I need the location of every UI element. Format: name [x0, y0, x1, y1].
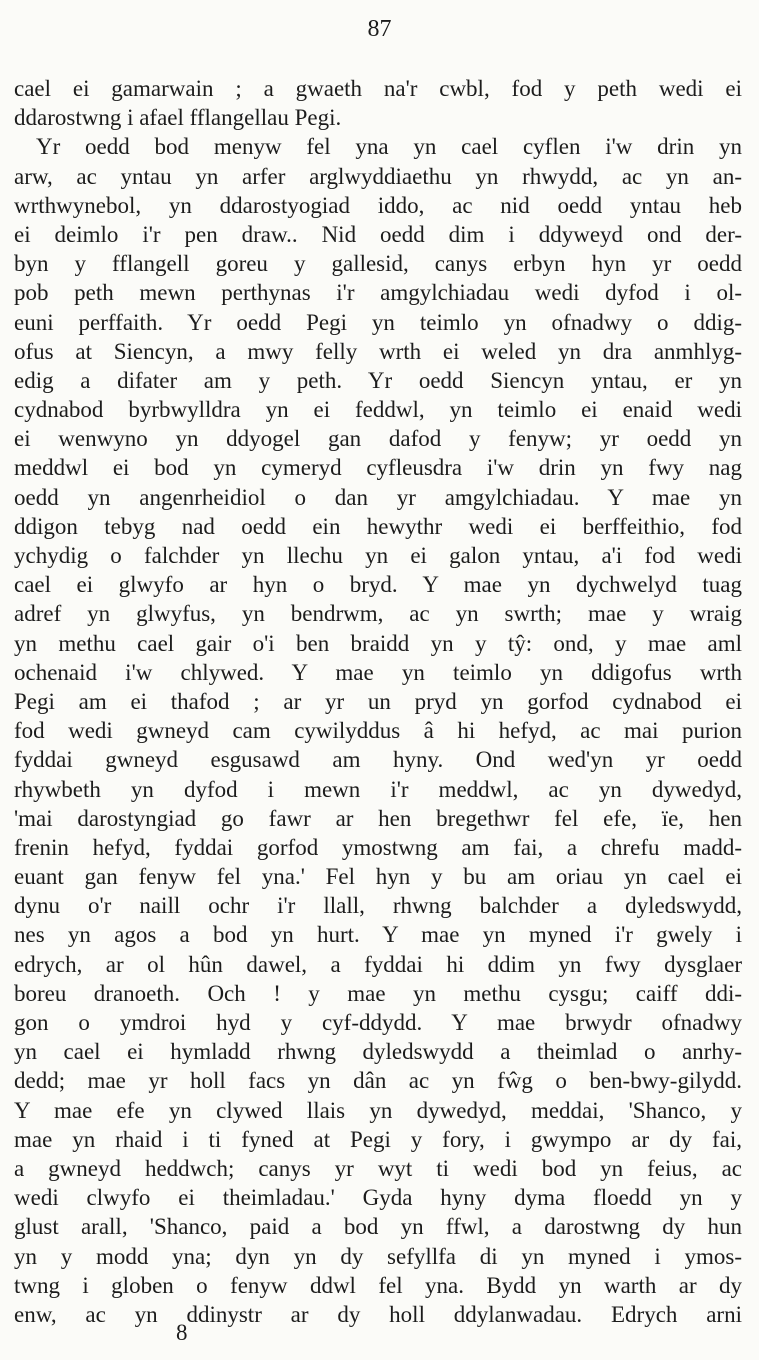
text-line: Yr oedd bod menyw fel yna yn cael cyflen i'w drin yn	[36, 134, 742, 160]
text-line: ddarostwng i afael fflangellau Pegi.	[14, 105, 342, 131]
text-line: ddigon tebyg nad oedd ein hewythr wedi ei berffeithio, fod	[14, 513, 742, 539]
text-line: glust arall, 'Shanco, paid a bod yn ffwl, a darostwng dy hun	[14, 1214, 742, 1240]
text-line: Y mae efe yn clywed llais yn dywedyd, meddai, 'Shanco, y	[14, 1097, 742, 1123]
text-line: pob peth mewn perthynas i'r amgylchiadau wedi dyfod i ol-	[14, 280, 742, 306]
text-line: ychydig o falchder yn llechu yn ei galon yntau, a'i fod wedi	[14, 543, 742, 568]
text-line: arw, ac yntau yn arfer arglwyddiaethu yn rhwydd, ac yn an-	[14, 163, 742, 189]
text-line: yn cael ei hymladd rhwng dyledswydd a theimlad o anrhy-	[14, 1039, 742, 1065]
text-line: rhywbeth yn dyfod i mewn i'r meddwl, ac yn dywedyd,	[14, 776, 742, 802]
text-line: dynu o'r naill ochr i'r llall, rhwng balchder a dyledswydd,	[14, 893, 742, 919]
signature-mark: 8	[176, 1320, 188, 1345]
text-line: meddwl ei bod yn cymeryd cyfleusdra i'w drin yn fwy nag	[14, 455, 742, 481]
text-line: yn methu cael gair o'i ben braidd yn y tŷ: ond, y mae aml	[14, 630, 742, 656]
text-line: oedd yn angenrheidiol o dan yr amgylchiadau. Y mae yn	[14, 484, 742, 510]
text-line: mae yn rhaid i ti fyned at Pegi y fory, i gwympo ar dy fai,	[14, 1126, 742, 1152]
text-line: fod wedi gwneyd cam cywilyddus â hi hefyd, ac mai purion	[14, 718, 742, 744]
text-line: a gwneyd heddwch; canys yr wyt ti wedi bod yn feius, ac	[14, 1155, 742, 1181]
page-number: 87	[367, 16, 392, 42]
text-line: adref yn glwyfus, yn bendrwm, ac yn swrth; mae y wraig	[14, 601, 742, 627]
text-line: enw, ac yn ddinystr ar dy holl ddylanwadau. Edrych arni	[14, 1301, 742, 1327]
text-line: ofus at Siencyn, a mwy felly wrth ei weled yn dra anmhlyg-	[14, 338, 742, 364]
text-line: euni perffaith. Yr oedd Pegi yn teimlo yn ofnadwy o ddig-	[14, 309, 742, 335]
text-line: cael ei gamarwain ; a gwaeth na'r cwbl, fod y peth wedi ei	[14, 76, 742, 101]
text-line: dedd; mae yr holl facs yn dân ac yn fŵg o ben-bwy-gilydd.	[14, 1068, 742, 1094]
text-line: 'mai darostyngiad go fawr ar hen bregethwr fel efe, ïe, hen	[14, 805, 742, 831]
text-line: wedi clwyfo ei theimladau.' Gyda hyny dyma floedd yn y	[14, 1185, 742, 1211]
text-line: byn y fflangell goreu y gallesid, canys erbyn hyn yr oedd	[14, 251, 742, 277]
text-line: boreu dranoeth. Och ! y mae yn methu cysgu; caiff ddi-	[14, 980, 742, 1006]
text-line: ei deimlo i'r pen draw.. Nid oedd dim i ddyweyd ond der-	[14, 221, 742, 247]
text-line: nes yn agos a bod yn hurt. Y mae yn myned i'r gwely i	[14, 922, 742, 948]
text-line: cydnabod byrbwylldra yn ei feddwl, yn teimlo ei enaid wedi	[14, 397, 742, 423]
body-text	[14, 74, 742, 1329]
text-line: Pegi am ei thafod ; ar yr un pryd yn gorfod cydnabod ei	[14, 688, 742, 714]
text-line: cael ei glwyfo ar hyn o bryd. Y mae yn dychwelyd tuag	[14, 572, 742, 598]
text-line: ochenaid i'w chlywed. Y mae yn teimlo yn ddigofus wrth	[14, 659, 742, 685]
text-line: edig a difater am y peth. Yr oedd Siencyn yntau, er yn	[14, 367, 742, 393]
text-line: gon o ymdroi hyd y cyf-ddydd. Y mae brwydr ofnadwy	[14, 1010, 742, 1035]
text-line: ei wenwyno yn ddyogel gan dafod y fenyw; yr oedd yn	[14, 426, 742, 452]
text-line: fyddai gwneyd esgusawd am hyny. Ond wed'yn yr oedd	[14, 747, 742, 773]
text-line: edrych, ar ol hûn dawel, a fyddai hi ddim yn fwy dysglaer	[14, 951, 742, 977]
text-line: euant gan fenyw fel yna.' Fel hyn y bu am oriau yn cael ei	[14, 864, 742, 890]
text-line: wrthwynebol, yn ddarostyogiad iddo, ac nid oedd yntau heb	[14, 192, 742, 218]
text-line: twng i globen o fenyw ddwl fel yna. Bydd yn warth ar dy	[14, 1272, 742, 1298]
text-line: frenin hefyd, fyddai gorfod ymostwng am fai, a chrefu madd-	[14, 834, 742, 860]
text-line: yn y modd yna; dyn yn dy sefyllfa di yn myned i ymos-	[14, 1243, 742, 1269]
